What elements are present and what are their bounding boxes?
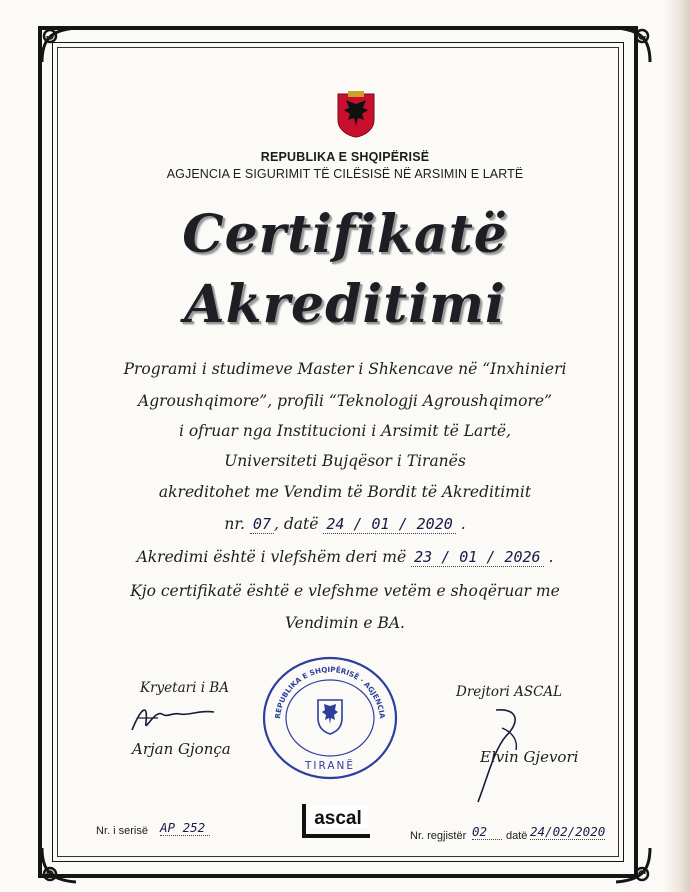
left-signature-scribble [128,700,218,736]
body-line-8: Kjo certifikatë është e vlefshme vetëm e shoqëruar me [130,582,560,600]
ascal-logo [300,800,374,842]
body-line-9: Vendimin e BA. [285,614,405,632]
body-line-5: akreditohet me Vendim të Bordit të Akreditimit [158,483,532,501]
stamp-city: TIRANË [304,760,356,772]
body-line-2: Agroushqimore”, profili “Teknologji Agroushqimore” [138,392,552,410]
svg-text:REPUBLIKA E SHQIPËRISË · AGJEN [258,652,387,721]
nr-label: nr. [224,515,245,533]
corner-ornament-top-right [610,22,656,68]
title-line-1: Certifikatë [182,204,508,265]
page-edge-shadow [664,0,690,892]
corner-ornament-bottom-left [36,842,82,888]
serial-value: AP 252 [160,820,210,836]
body-line-4: Universiteti Bujqësor i Tiranës [224,452,466,470]
albania-emblem-icon [336,90,376,138]
body-line-3: i ofruar nga Institucioni i Arsimit të Lartë, [178,422,512,440]
republic-heading: REPUBLIKA E SHQIPËRISË [260,150,430,164]
register-label: Nr. regjistër [410,830,467,842]
validity-text: Akredimi është i vlefshëm deri më [136,548,407,566]
register-value: 02 [472,824,502,840]
nr-value: 07 [250,515,274,534]
corner-ornament-bottom-right [610,842,656,888]
date-value: 24 / 01 / 2020 [323,515,455,534]
ascal-logo-text: ascal [314,808,362,829]
official-stamp [258,652,402,782]
stamp-ring-text: REPUBLIKA E SHQIPËRISË · AGJENCIA [273,664,387,720]
corner-ornament-top-left [36,22,82,68]
date-label: , datë [273,515,319,533]
agency-heading: AGJENCIA E SIGURIMIT TË CILËSISË NË ARSIMIN E LARTË [166,167,524,181]
serial-label: Nr. i serisë [96,825,148,837]
right-signatory-name: Elvin Gjevori [480,748,579,766]
right-signatory-title: Drejtori ASCAL [456,684,563,700]
left-signatory-title: Kryetari i BA [140,680,229,696]
validity-date: 23 / 01 / 2026 [411,548,543,567]
validity-line: Akredimi është i vlefshëm deri më 23 / 01 / 2026 . [136,548,554,566]
body-line-1: Programi i studimeve Master i Shkencave në “Inxhinieri [123,360,567,378]
left-signatory-name: Arjan Gjonça [132,740,231,758]
decision-number-line: nr. 07 , datë 24 / 01 / 2020 . [224,515,466,533]
register-date-label: datë [506,830,528,842]
title-line-2: Akreditimi [184,274,506,335]
register-date-value: 24/02/2020 [530,824,606,839]
